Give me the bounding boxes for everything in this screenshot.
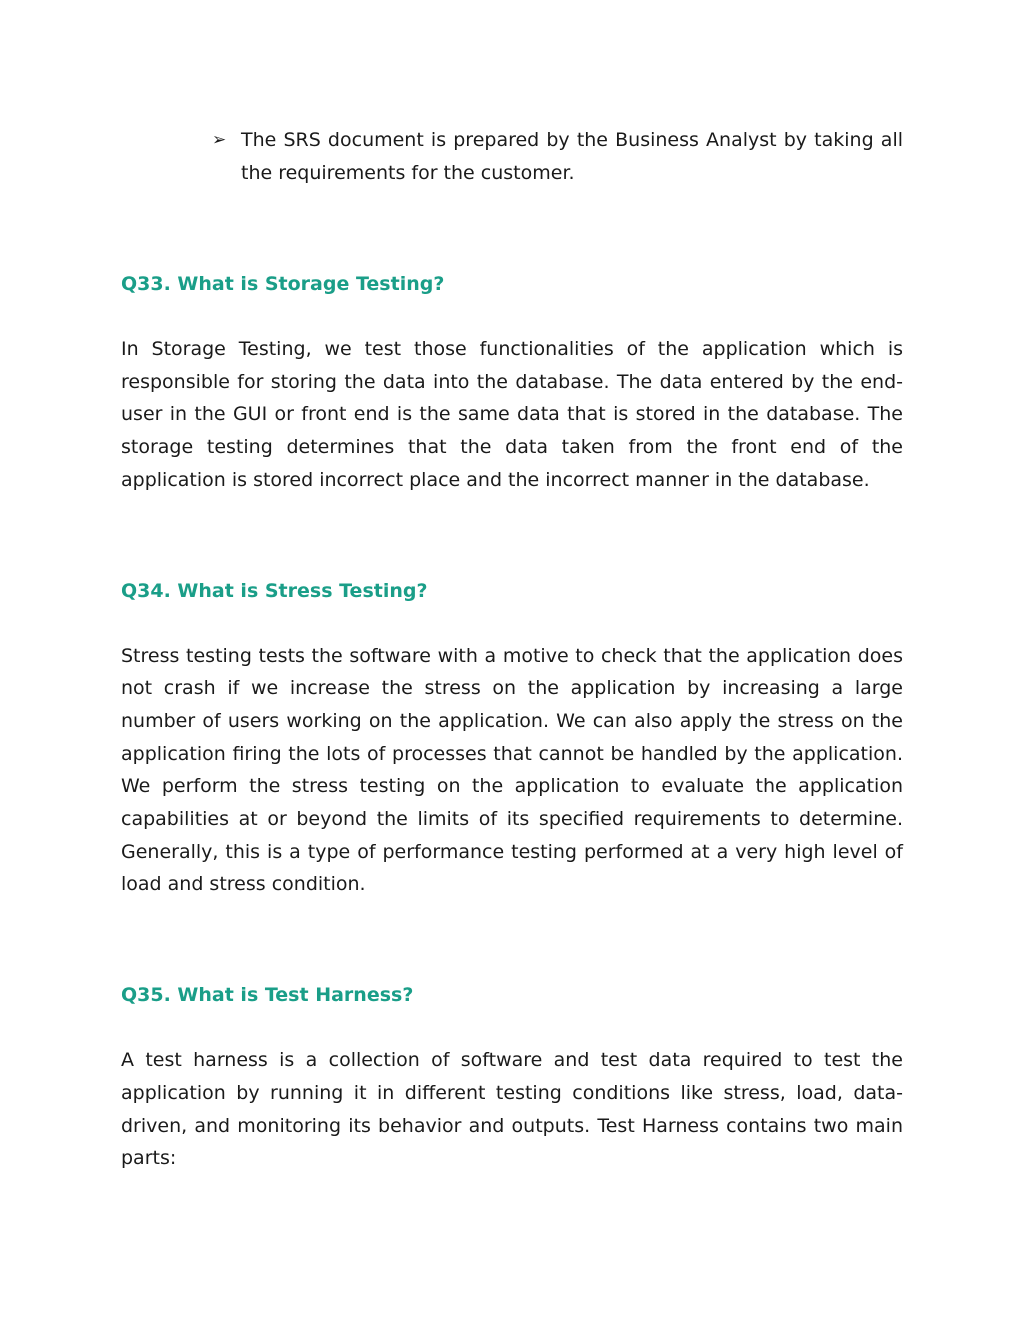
section-heading-q35: Q35. What is Test Harness?: [121, 984, 414, 1007]
bullet-text: The SRS document is prepared by the Business Analyst by taking all the requirements for the customer.: [241, 129, 903, 184]
section-body-q33: In Storage Testing, we test those functionalities of the application which is responsible for storing the data into the database. The data entered by the end-user in the GUI or front end is the same data that is stored in the database. The storage testing determines that the data taken from the front end of the application is stored incorrect place and the incorrect manner in the database.: [121, 338, 903, 491]
section-heading-q34: Q34. What is Stress Testing?: [121, 579, 428, 602]
section-body-q34: Stress testing tests the software with a motive to check that the application does not crash if we increase the stress on the application by increasing a large number of users working on the application. We can also apply the stress on the application firing the lots of processes that cannot be handled by the application. We perform the stress testing on the application to evaluate the application capabilities at or beyond the limits of its specified requirements to determine. Generally, this is a type of performance testing performed at a very high level of load and stress condition.: [121, 644, 903, 896]
bullet-list-item: [212, 124, 903, 190]
section-heading-q33: Q33. What is Storage Testing?: [121, 273, 445, 295]
document-page: [121, 124, 903, 1175]
arrow-bullet-icon: ➢: [212, 130, 227, 150]
section-body-q35: A test harness is a collection of software and test data required to test the application by running it in different testing conditions like stress, load, data-driven, and monitoring its behavior and outputs. Test Harness contains two main parts:: [121, 1049, 903, 1170]
